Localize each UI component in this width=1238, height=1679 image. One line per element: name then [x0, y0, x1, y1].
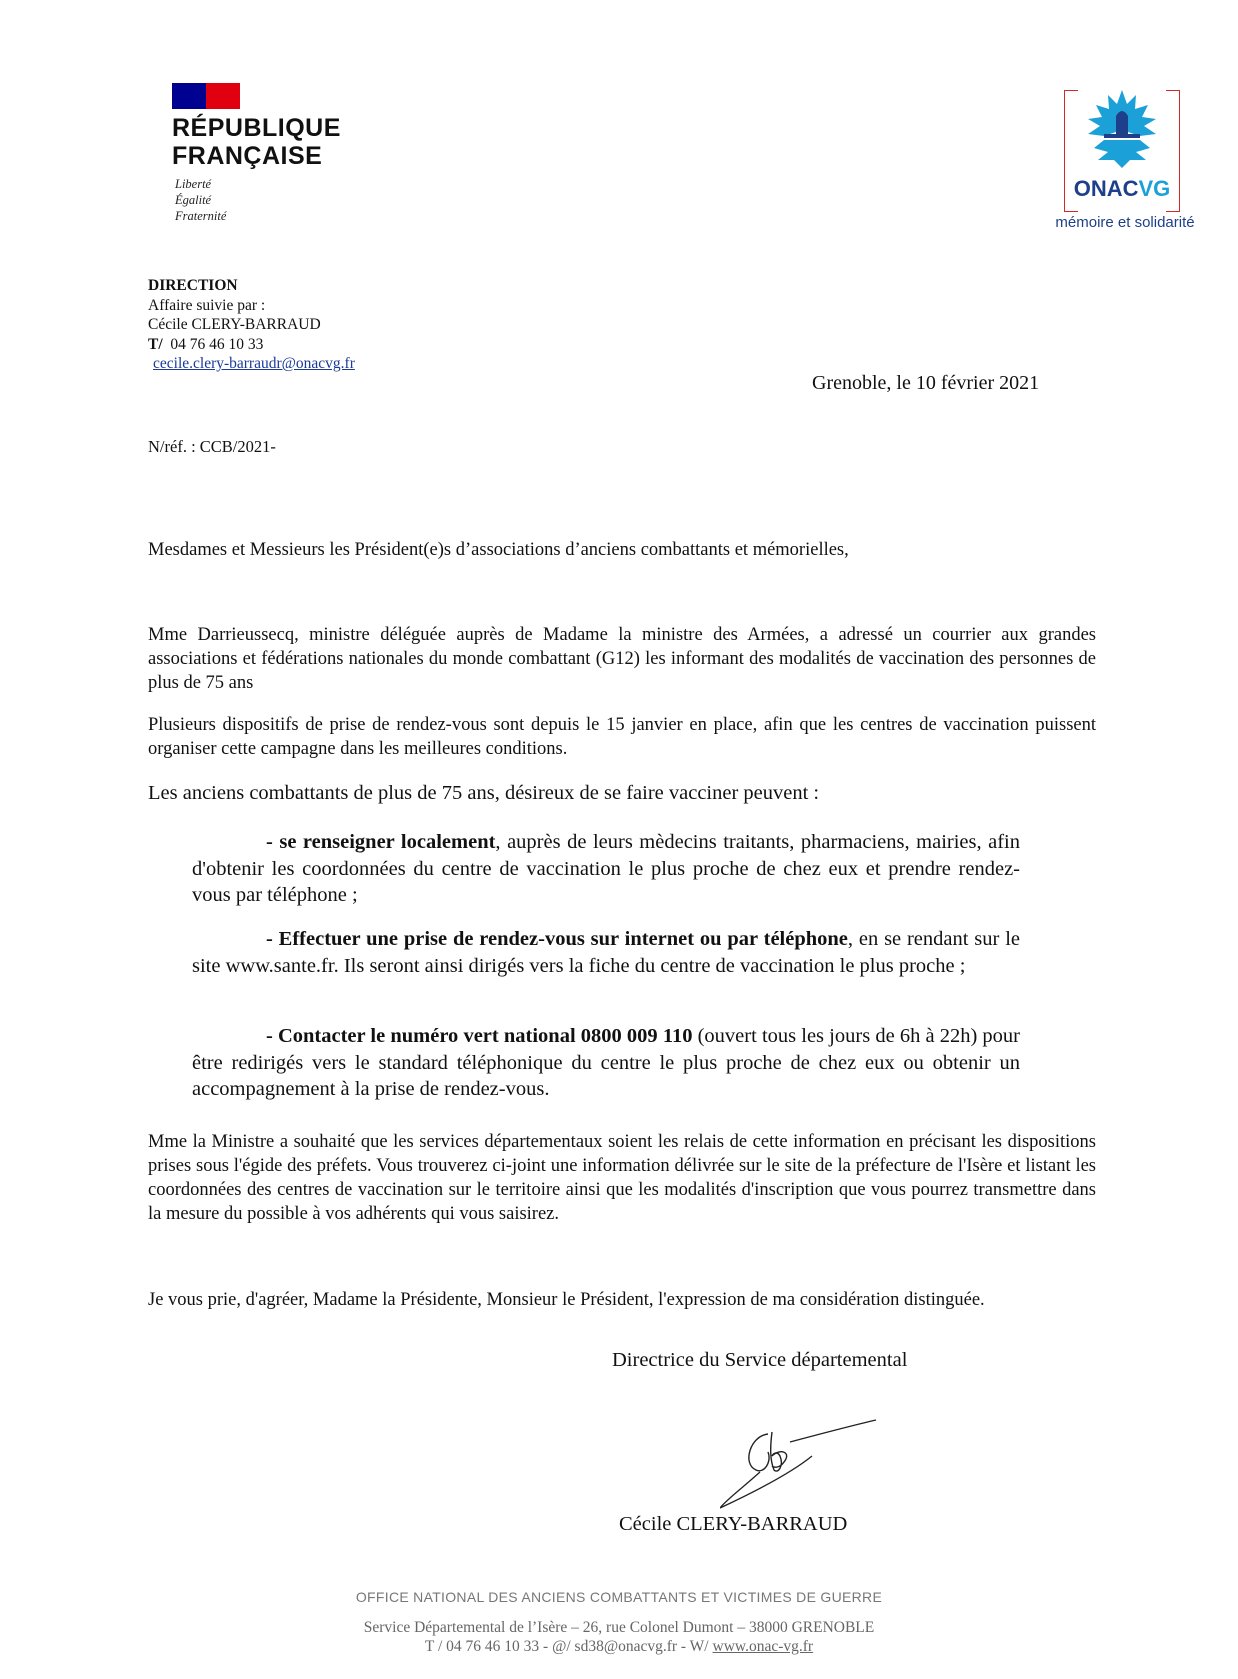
footer-contact: T / 04 76 46 10 33 - @/ sd38@onacvg.fr - W/ [424, 1638, 713, 1655]
salutation: Mesdames et Messieurs les Président(e)s d’associations d’anciens combattants et mémorielles, [148, 540, 849, 560]
date-line: Grenoble, le 10 février 2021 [812, 372, 1040, 394]
phone-label: T/ [148, 335, 163, 353]
sender-direction: DIRECTION [148, 277, 238, 294]
handwritten-signature [720, 1412, 880, 1512]
paragraph-lead: Les anciens combattants de plus de 75 ans, désireux de se faire vacciner peuvent : [148, 782, 820, 804]
vg-text: VG [1138, 176, 1171, 201]
bullet-text: , en se rendant sur le site www.sante.fr. Ils seront ainsi dirigés vers la fiche du centre de vaccination le plus proche ; [192, 928, 1020, 977]
motto-fraternite: Fraternité [175, 209, 227, 223]
paragraph-closing: Je vous prie, d'agréer, Madame la Présidente, Monsieur le Président, l'expression de ma considération distinguée. [148, 1290, 985, 1310]
republic-motto [175, 176, 226, 224]
marianne-flag-logo [172, 83, 240, 109]
bullet-bold: - Contacter le numéro vert national 0800 009 110 [266, 1025, 693, 1047]
paragraph-intro: Mme Darrieussecq, ministre déléguée auprès de Madame la ministre des Armées, a adressé un courrier aux grandes associations et fédérations nationales du monde combattant (G12) les informant des modalités de vaccination des personnes de plus de 75 ans [148, 625, 1096, 693]
bullet-item [192, 1023, 1020, 1103]
motto-egalite: Égalité [175, 193, 212, 207]
republique-francaise-logotype [172, 114, 341, 170]
sender-block [148, 276, 355, 374]
onacvg-tagline: mémoire et solidarité [1055, 214, 1195, 231]
bullet-item [192, 926, 1020, 979]
sender-phone: 04 76 46 10 33 [170, 335, 264, 353]
sender-email-link[interactable]: cecile.clery-barraudr@onacvg.fr [153, 355, 355, 372]
bullet-text: , auprès de leurs mèdecins traitants, pharmaciens, mairies, afin d'obtenir les coordonnées du centre de vaccination le plus proche de chez eux et prendre rendez-vous par téléphone ; [192, 831, 1020, 906]
bullet-item [192, 829, 1020, 909]
footer-contact-line [0, 1637, 1238, 1656]
signatory-title: Directrice du Service départemental [612, 1349, 908, 1371]
sender-phone-line [148, 335, 355, 355]
onacvg-wordmark [1064, 176, 1180, 202]
bullet-bold: - se renseigner localement [266, 831, 496, 853]
motto-liberte: Liberté [175, 177, 212, 191]
onac-text: ONAC [1073, 176, 1139, 201]
sender-followed-by: Affaire suivie par : [148, 296, 266, 314]
monument-icon [1116, 111, 1128, 134]
footer-organization: OFFICE NATIONAL DES ANCIENS COMBATTANTS ET VICTIMES DE GUERRE [355, 1589, 883, 1605]
paragraph-ministre: Mme la Ministre a souhaité que les services départementaux soient les relais de cette information en précisant les dispositions prises sous l'égide des préfets. Vous trouverez ci-joint une information délivrée sur le site de la préfecture de l'Isère et listant les coordonnées des centres de vaccination sur le territoire ainsi que les modalités d'inscription que vous pourrez transmettre dans la mesure du possible à vos adhérents qui vous saisirez. [148, 1132, 1096, 1224]
flag-red-band [206, 83, 240, 109]
footer-website-link[interactable]: www.onac-vg.fr [712, 1638, 814, 1655]
signatory-name: Cécile CLERY-BARRAUD [619, 1513, 848, 1535]
bullet-bold: - Effectuer une prise de rendez-vous sur internet ou par téléphone [266, 928, 848, 950]
republic-line2: FRANÇAISE [172, 142, 323, 170]
republic-line1: RÉPUBLIQUE [172, 114, 341, 142]
bullet-text: (ouvert tous les jours de 6h à 22h) pour être redirigés vers le standard téléphonique du centre le plus proche de chez eux ou obtenir un accompagnement à la prise de rendez-vous. [192, 1025, 1021, 1100]
flag-blue-band [172, 83, 206, 109]
sender-name: Cécile CLERY-BARRAUD [148, 316, 321, 333]
footer-address-block [0, 1618, 1238, 1656]
reference-line: N/réf. : CCB/2021- [148, 437, 276, 456]
paragraph-dispositifs: Plusieurs dispositifs de prise de rendez-vous sont depuis le 15 janvier en place, afin que les centres de vaccination puissent organiser cette campagne dans les meilleures conditions. [148, 715, 1096, 759]
footer-address: Service Départemental de l’Isère – 26, rue Colonel Dumont – 38000 GRENOBLE [363, 1619, 875, 1636]
